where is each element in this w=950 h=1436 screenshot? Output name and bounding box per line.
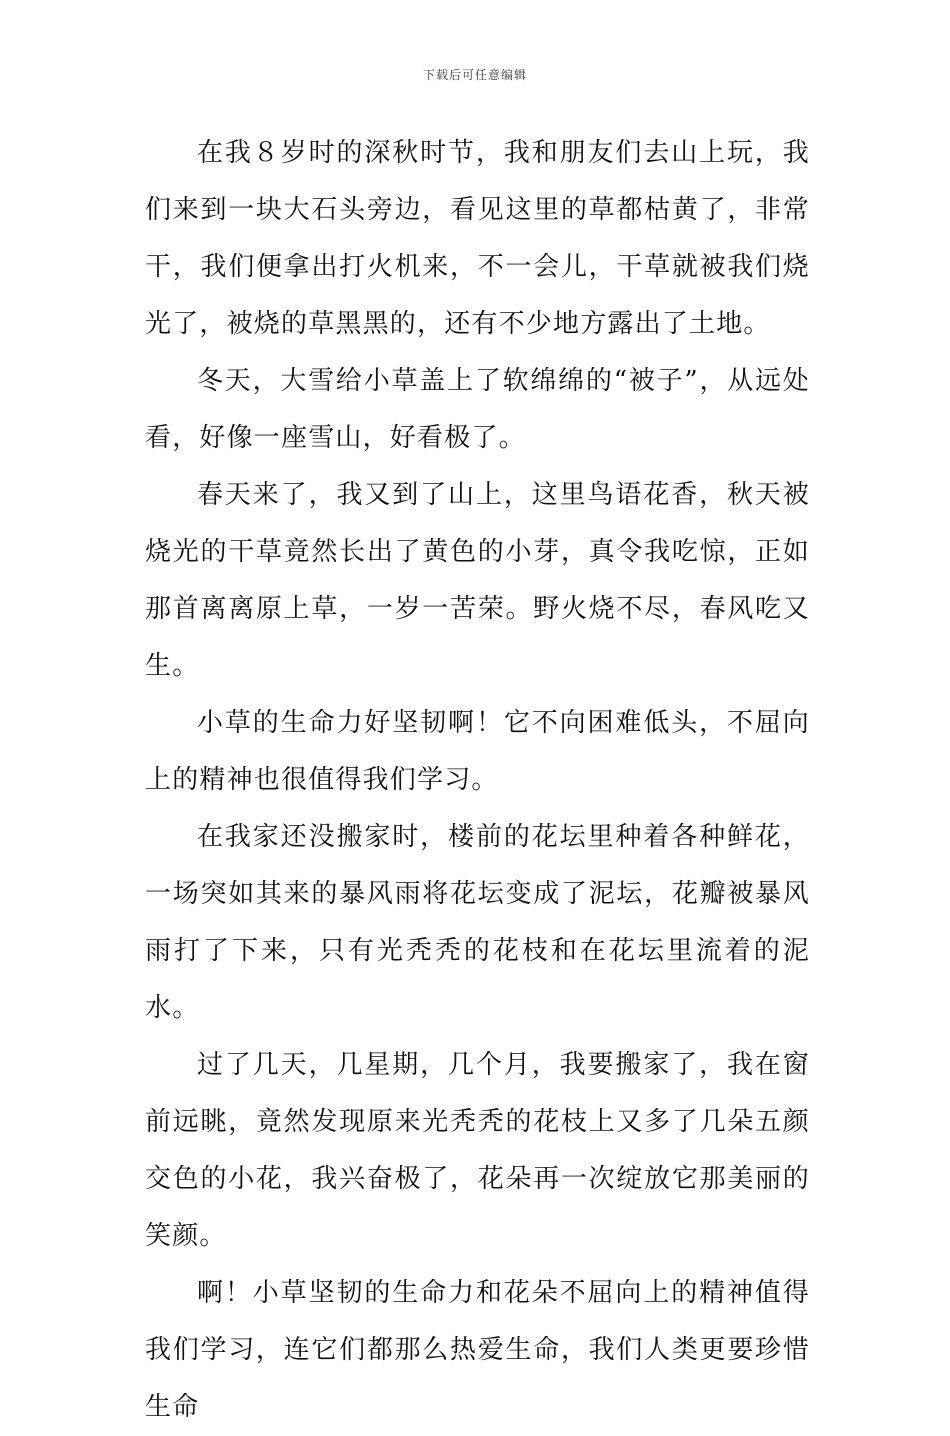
paragraph-2: 冬天，大雪给小草盖上了软绵绵的“被子”，从远处看，好像一座雪山，好看极了。 <box>145 366 810 453</box>
paragraph-4: 小草的生命力好坚韧啊！它不向困难低头，不屈向上的精神也很值得我们学习。 <box>145 708 810 795</box>
paragraph-7: 啊！小草坚韧的生命力和花朵不屈向上的精神值得我们学习，连它们都那么热爱生命，我们人类更要珍惜生命 <box>145 1278 810 1422</box>
paragraph-5: 在我家还没搬家时，楼前的花坛里种着各种鲜花，一场突如其来的暴风雨将花坛变成了泥坛，花瓣被暴风雨打了下来，只有光秃秃的花枝和在花坛里流着的泥水。 <box>145 822 810 1023</box>
paragraph-3: 春天来了，我又到了山上，这里鸟语花香，秋天被烧光的干草竟然长出了黄色的小芽，真令我吃惊，正如那首离离原上草，一岁一苦荣。野火烧不尽，春风吃又生。 <box>145 480 810 681</box>
paragraph-1: 在我８岁时的深秋时节，我和朋友们去山上玩，我们来到一块大石头旁边，看见这里的草都枯黄了，非常干，我们便拿出打火机来，不一会儿，干草就被我们烧光了，被烧的草黑黑的，还有不少地方露出了土地。 <box>145 138 810 339</box>
header-note: 下载后可任意编辑 <box>422 68 527 82</box>
essay-body <box>145 125 810 1436</box>
paragraph-6: 过了几天，几星期，几个月，我要搬家了，我在窗前远眺，竟然发现原来光秃秃的花枝上又多了几朵五颜交色的小花，我兴奋极了，花朵再一次绽放它那美丽的笑颜。 <box>145 1050 810 1251</box>
